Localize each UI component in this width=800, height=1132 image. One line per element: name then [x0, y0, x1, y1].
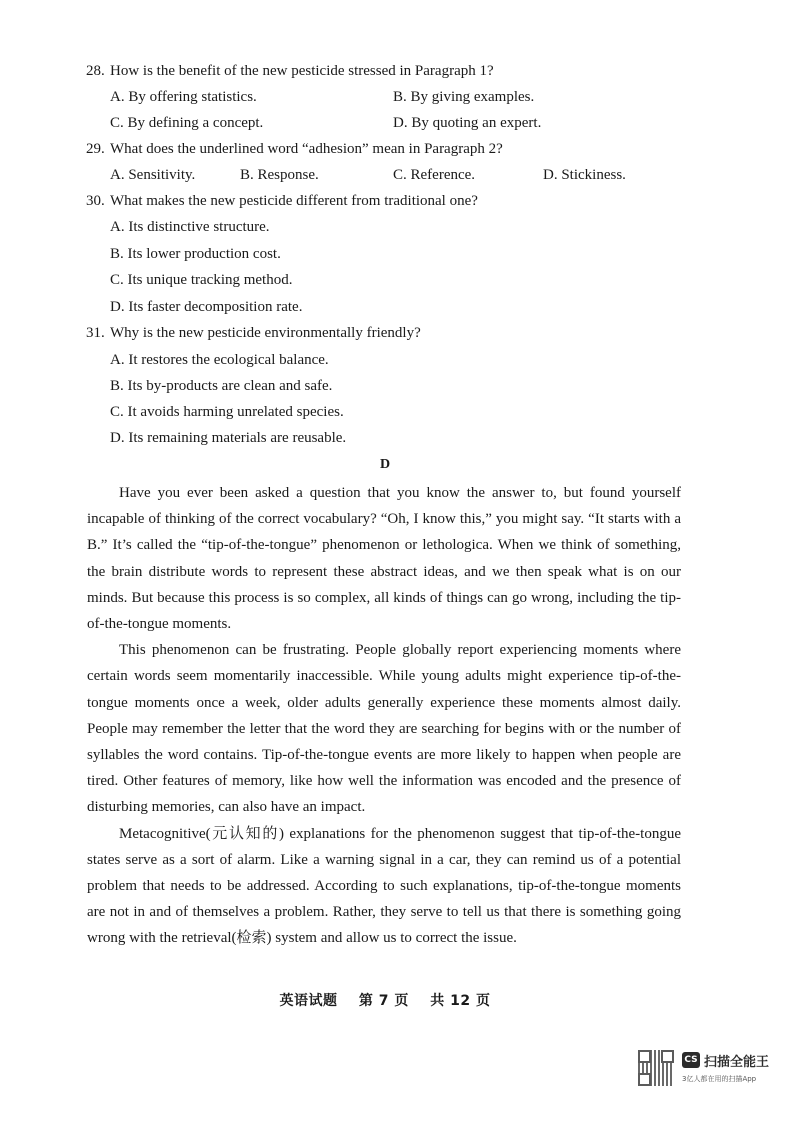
footer-total-pages: 共 12 页 [430, 993, 491, 1009]
question-text: What makes the new pesticide different from traditional one? [110, 193, 478, 209]
question-28-option-a: A. By offering statistics. [110, 89, 257, 105]
question-28-option-d: D. By quoting an expert. [393, 115, 542, 131]
passage-paragraph-3: Metacognitive(元认知的) explanations for the phenomenon suggest that tip-of-the-tongue states serve as a sort of alarm. Like a warning signal in a car, they can remind us of a potential problem that needs to be addressed. According to such explanations, tip-of-the-tongue moments are not in and of themselves a problem. Rather, they serve to tell us that there is something going wrong with the retrieval(检索) system and allow us to correct the issue. [87, 825, 681, 947]
page-footer [0, 990, 770, 1010]
question-28-stem [86, 61, 494, 81]
question-30-option-c: C. Its unique tracking method. [110, 272, 293, 288]
question-30-option-b: B. Its lower production cost. [110, 246, 281, 262]
passage-paragraph-2: This phenomenon can be frustrating. People globally report experiencing moments where certain words seem momentarily inaccessible. While young adults might experience tip-of-the-tongue moments once a week, older adults generally experience these moments almost daily. People may remember the letter that the word they are searching for begins with or the number of syllables the word contains. Tip-of-the-tongue events are more likely to happen when people are tired. Other features of memory, like how well the information was encoded and the presence of disturbing memories, can also have an impact. [87, 642, 681, 816]
qr-code-icon [638, 1050, 674, 1086]
question-number: 29. [86, 141, 105, 157]
reading-passage [87, 480, 681, 952]
question-30-option-a: A. Its distinctive structure. [110, 219, 270, 235]
question-number: 30. [86, 193, 105, 209]
question-29-stem [86, 139, 503, 159]
question-number: 28. [86, 63, 105, 79]
question-29-option-a: A. Sensitivity. [110, 167, 196, 183]
scanner-app-name: 扫描全能王 [704, 1055, 770, 1070]
question-31-option-c: C. It avoids harming unrelated species. [110, 404, 344, 420]
question-31-stem [86, 323, 421, 343]
footer-subject: 英语试题 [279, 993, 338, 1009]
question-31-option-b: B. Its by-products are clean and safe. [110, 378, 333, 394]
question-28-option-b: B. By giving examples. [393, 89, 535, 105]
footer-page-number: 第 7 页 [358, 993, 409, 1009]
question-30-stem [86, 191, 478, 211]
scanner-watermark [638, 1050, 788, 1090]
scanner-tagline: 3亿人都在用的扫描App [682, 1075, 757, 1083]
question-29-option-b: B. Response. [240, 167, 319, 183]
passage-paragraph-1: Have you ever been asked a question that you know the answer to, but found yourself incapable of thinking of the correct vocabulary? “Oh, I know this,” you might say. “It starts with a B.” It’s called the “tip-of-the-tongue” phenomenon or lethologica. When we think of something, the brain distribute words to represent these abstract ideas, and we then speak what is on our minds. But because this process is so complex, all kinds of things can go wrong, including the tip-of-the-tongue moments. [87, 485, 681, 633]
camscanner-logo-icon: CS [682, 1052, 700, 1068]
section-heading: D [379, 457, 391, 472]
question-text: Why is the new pesticide environmentally friendly? [110, 325, 421, 341]
question-number: 31. [86, 325, 105, 341]
question-29-option-d: D. Stickiness. [543, 167, 626, 183]
question-30-option-d: D. Its faster decomposition rate. [110, 299, 303, 315]
question-text: What does the underlined word “adhesion” mean in Paragraph 2? [110, 141, 503, 157]
question-text: How is the benefit of the new pesticide stressed in Paragraph 1? [110, 63, 494, 79]
question-31-option-a: A. It restores the ecological balance. [110, 352, 329, 368]
question-29-option-c: C. Reference. [393, 167, 476, 183]
question-31-option-d: D. Its remaining materials are reusable. [110, 430, 347, 446]
question-28-option-c: C. By defining a concept. [110, 115, 264, 131]
